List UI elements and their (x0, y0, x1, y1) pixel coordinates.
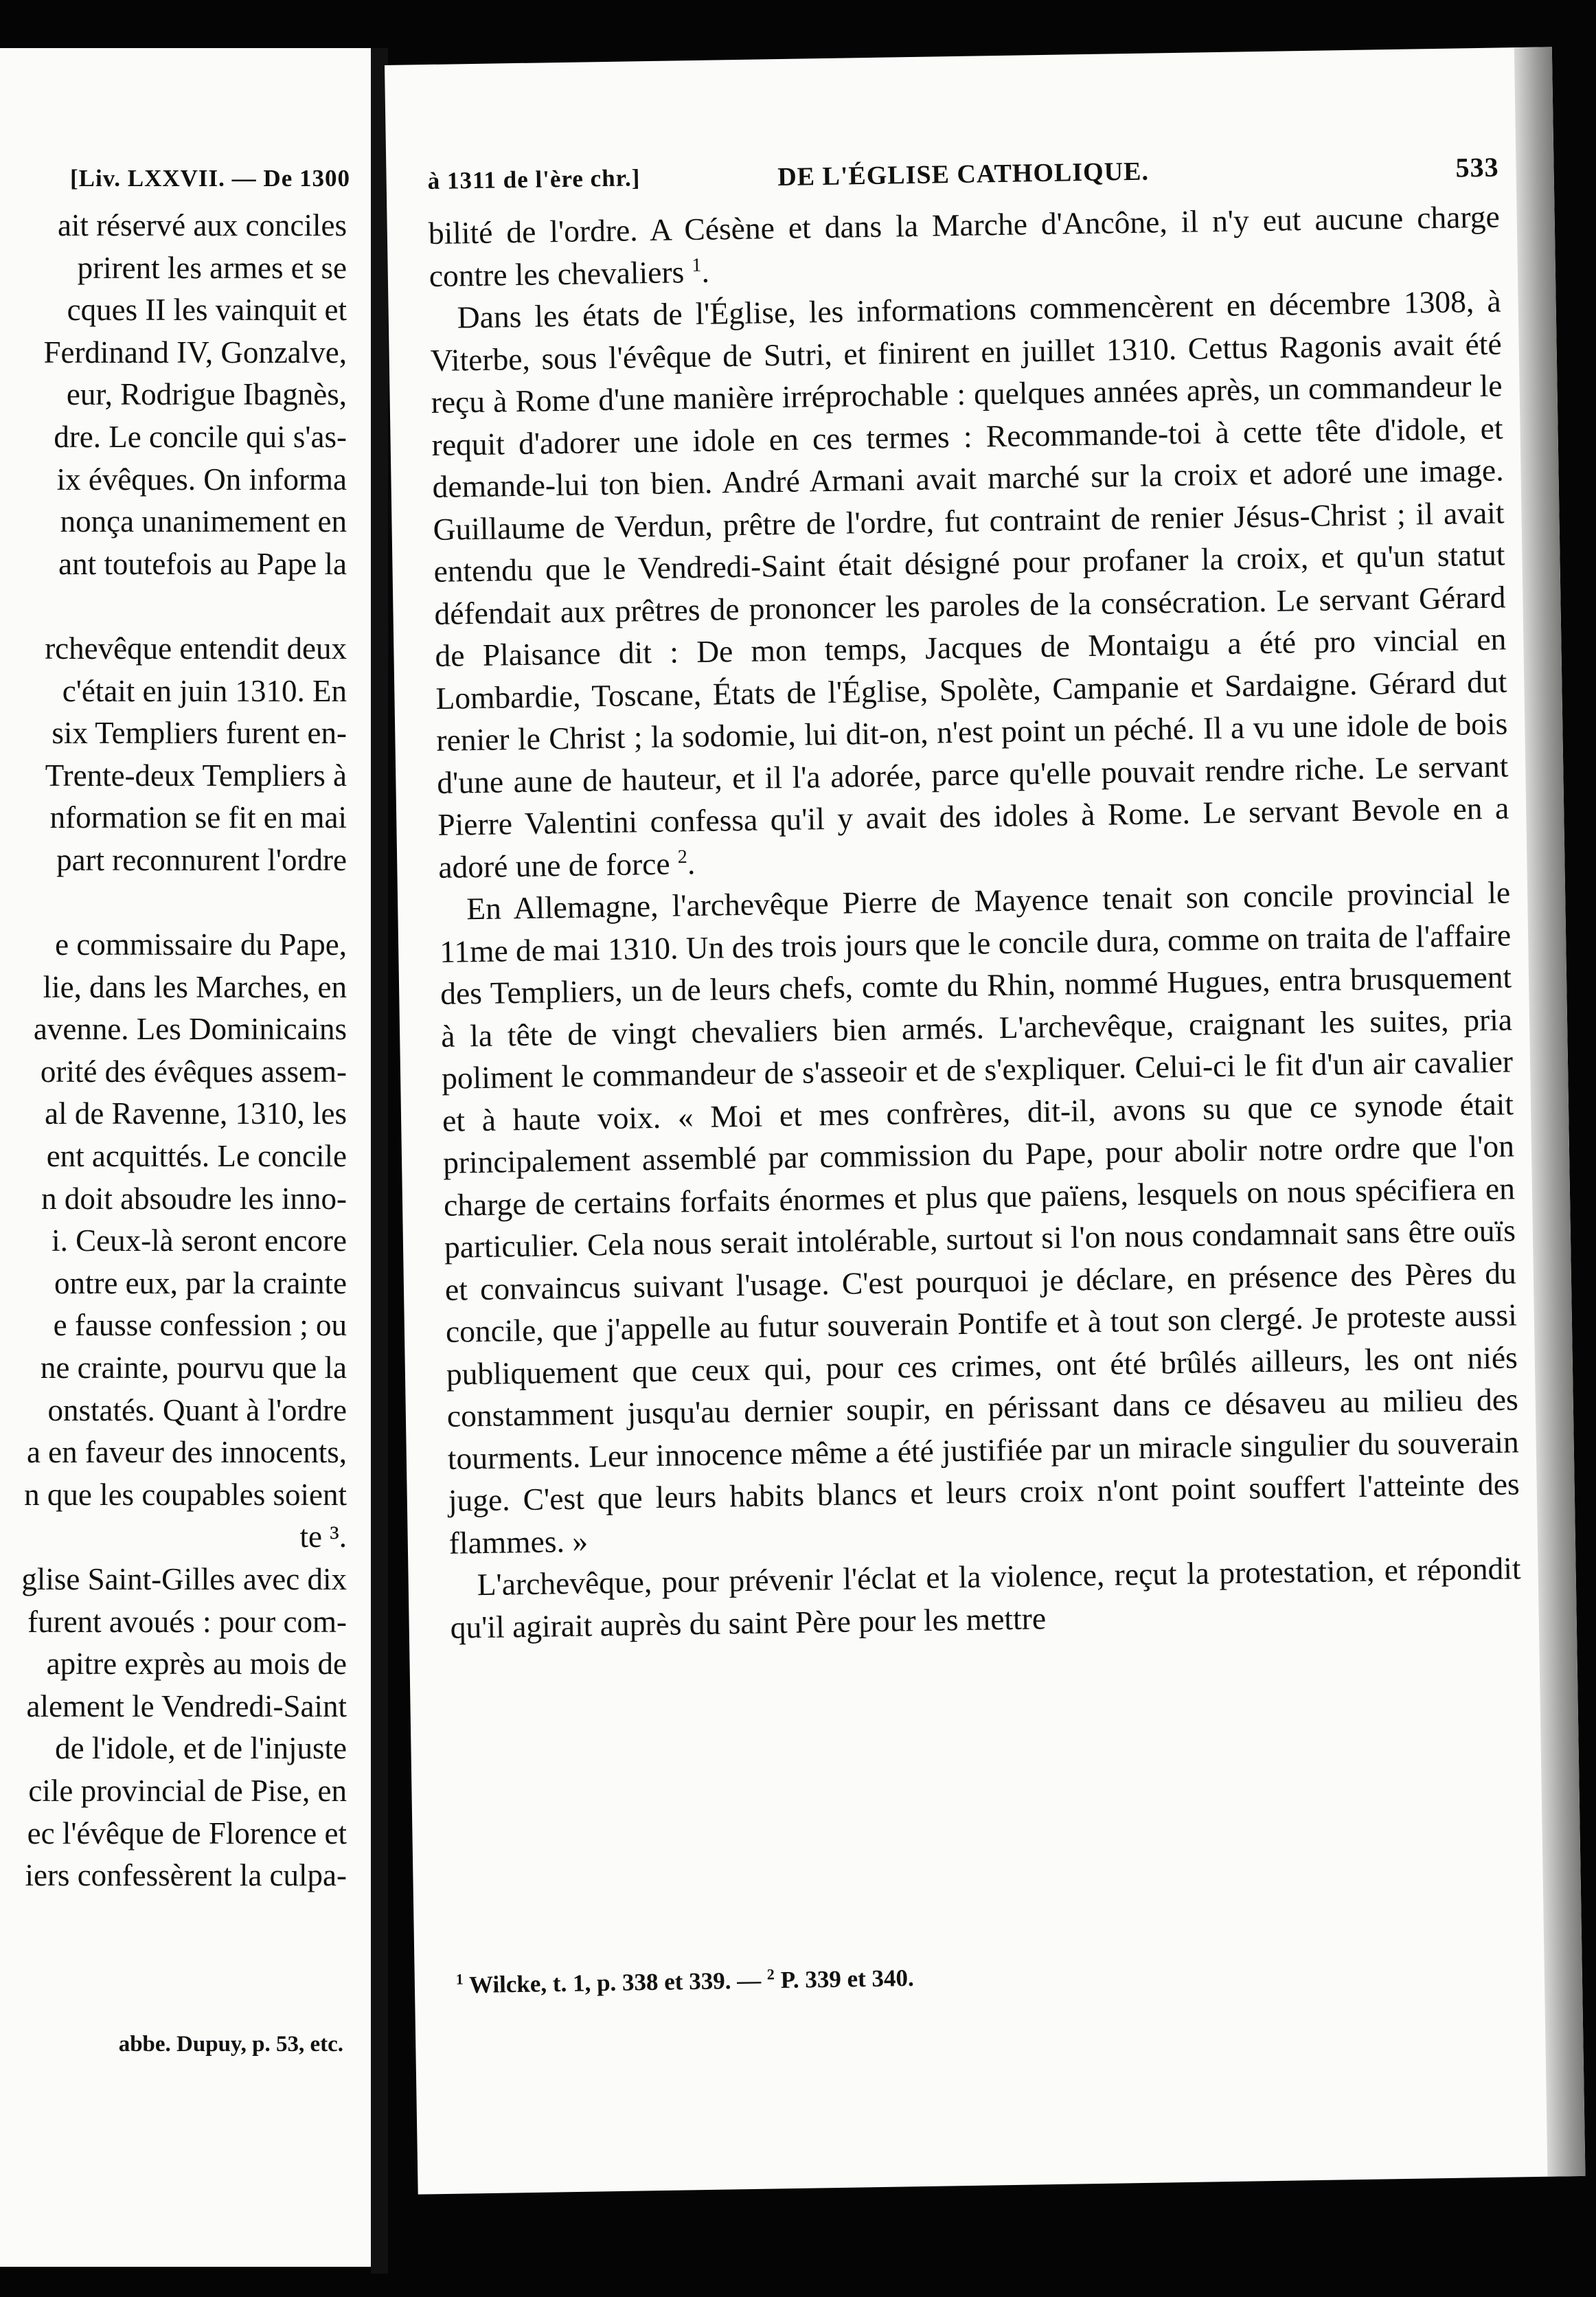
footnote-ref: 1 (692, 254, 702, 276)
left-page (0, 48, 371, 2267)
left-text-line: de l'idole, et de l'injuste (55, 1731, 347, 1766)
footnote-mark: 2 (766, 1965, 775, 1983)
left-text-line: c'était en juin 1310. En (62, 673, 347, 708)
left-text-line: a en faveur des innocents, (26, 1435, 347, 1470)
paragraph: L'archevêque, pour prévenir l'éclat et la violence, reçut la protestation, et répondit qu'il agirait auprès du saint Père pour les mettre (450, 1550, 1521, 1645)
left-text-line: six Templiers furent en- (52, 716, 347, 751)
left-text-line: orité des évêques assem- (40, 1054, 347, 1089)
left-text-line: apitre exprès au mois de (46, 1647, 347, 1682)
left-text-line: ix évêques. On informa (56, 462, 347, 497)
left-page-text (0, 205, 347, 1897)
left-text-line: iers confessèrent la culpa- (25, 1858, 347, 1893)
left-text-line: ent acquittés. Le concile (46, 1139, 347, 1174)
page-edge (1514, 47, 1586, 2176)
left-running-head: [Liv. LXXVII. — De 1300 (69, 165, 350, 192)
footnote-text: Wilcke, t. 1, p. 338 et 339. — (468, 1967, 762, 1999)
left-text-line: onstatés. Quant à l'ordre (47, 1392, 347, 1427)
footnote-mark: 1 (455, 1970, 464, 1988)
left-text-line: prirent les armes et se (77, 250, 347, 285)
right-page (385, 47, 1585, 2194)
left-text-line: glise Saint-Gilles avec dix (21, 1562, 347, 1596)
left-text-line (0, 882, 347, 925)
left-text-line: al de Ravenne, 1310, les (45, 1096, 347, 1131)
footnote-text: P. 339 et 340. (780, 1964, 915, 1993)
running-head-left: à 1311 de l'ère chr.] (427, 164, 641, 195)
left-footnote: abbe. Dupuy, p. 53, etc. (118, 2032, 343, 2057)
left-text-line: cile provincial de Pise, en (28, 1773, 347, 1808)
left-text-line: dre. Le concile qui s'as- (54, 419, 347, 454)
running-head (427, 151, 1499, 202)
left-text-line: te ³. (299, 1519, 347, 1554)
left-text-line: n que les coupables soient (24, 1477, 347, 1512)
paragraph: Dans les états de l'Église, les informations commencèrent en décembre 1308, à Viterbe, sous l'évêque de Sutri, et finirent en juillet 1310. Cettus Ragonis avait été reçu à Rome d'une manière irréprochable : quelques années après, un commandeur le requit d'adorer une idole en ces termes : Recommande-toi à cette tête d'idole, et demande-lui ton bien. André Armani avait marché sur la croix et adoré une image. Guillaume de Verdun, prêtre de l'ordre, fut contraint de renier Jésus-Christ ; il avait entendu que le Vendredi-Saint était désigné pour profaner la croix, et qu'un statut défendait aux prêtres de prononcer les paroles de la consécration. Le servant Gérard de Plaisance dit : De mon temps, Jacques de Montaigu a été pro vincial en Lombardie, Toscane, États de l'Église, Spolète, Campanie et Sardaigne. Gérard dut renier le Christ ; la sodomie, lui dit-on, n'est point un péché. Il a vu une idole de bois d'une aune de hauteur, et il l'a adorée, parce qu'elle pouvait rendre riche. Le servant Pierre Valentini confessa qu'il y avait des idoles à Rome. Le servant Bevole en a adoré une de force $^2$. (430, 283, 1509, 885)
left-text-line: alement le Vendredi-Saint (26, 1688, 347, 1723)
left-text-line: part reconnurent l'ordre (56, 842, 347, 877)
running-head-title: DE L'ÉGLISE CATHOLIQUE. (777, 157, 1150, 192)
left-text-line: ne crainte, pourvu que la (40, 1350, 347, 1385)
left-text-line: furent avoués : pour com- (27, 1604, 347, 1639)
left-text-line: i. Ceux-là seront encore (52, 1223, 347, 1258)
left-text-line: n doit absoudre les inno- (41, 1181, 347, 1216)
left-text-line: eur, Rodrigue Ibagnès, (66, 377, 347, 412)
left-text-line: Trente-deux Templiers à (45, 758, 347, 793)
body-text (428, 196, 1522, 1649)
left-text-line: nformation se fit en mai (49, 800, 347, 835)
left-text-line: e commissaire du Pape, (55, 927, 347, 962)
left-text-line: lie, dans les Marches, en (43, 969, 347, 1004)
paragraph: En Allemagne, l'archevêque Pierre de Mayence tenait son concile provincial le 11me de mai 1310. Un des trois jours que le concile dura, comme on traita de l'affaire des Templiers, un de leurs chefs, comte du Rhin, nommé Hugues, entra brusquement à la tête de vingt chevaliers bien armés. L'archevêque, craignant les suites, pria poliment le commandeur de s'asseoir et de s'expliquer. Celui-ci le fit d'un air cavalier et à haute voix. « Moi et mes confrères, dit-il, avons su que ce synode était principalement assemblé par commission du Pape, pour abolir notre ordre que l'on charge de certains forfaits énormes et plus que païens, lesquels on nous spécifiera en particulier. Cela nous serait intolérable, surtout si l'on nous condamnait sans être ouïs et convaincus suivant l'usage. C'est pourquoi je déclare, en présence des Pères du concile, que j'appelle au futur souverain Pontife et à tout son clergé. Je proteste aussi publiquement que ceux qui, pour ces crimes, ont été brûlés ailleurs, les ont niés constamment jusqu'au dernier soupir, en périssant dans ce désaveu au milieu des tourments. Leur innocence même a été justifiée par un miracle singulier du souverain juge. C'est que leurs habits blancs et leurs croix n'ont point souffert l'atteinte des flammes. » (439, 874, 1520, 1561)
footnote-ref: 2 (677, 846, 688, 868)
left-text-line: ant toutefois au Pape la (58, 546, 347, 581)
paragraph: bilité de l'ordre. A Césène et dans la Marche d'Ancône, il n'y eut aucune charge contre les chevaliers $^1$. (428, 199, 1501, 293)
left-text-line: cques II les vainquit et (67, 293, 347, 328)
footnotes (456, 1954, 1527, 1999)
left-text-line: e fausse confession ; ou (53, 1308, 347, 1343)
left-text-line (0, 585, 347, 628)
left-text-line: Ferdinand IV, Gonzalve, (43, 335, 347, 370)
left-text-line: rchevêque entendit deux (45, 631, 347, 666)
left-text-line: avenne. Les Dominicains (33, 1012, 347, 1047)
left-text-line: ait réservé aux conciles (57, 208, 347, 242)
left-text-line: nonça unanimement en (60, 504, 347, 539)
page-number: 533 (1455, 151, 1499, 183)
left-text-line: ec l'évêque de Florence et (27, 1815, 347, 1851)
book-gutter (371, 48, 388, 2274)
left-text-line: ontre eux, par la crainte (54, 1265, 347, 1300)
